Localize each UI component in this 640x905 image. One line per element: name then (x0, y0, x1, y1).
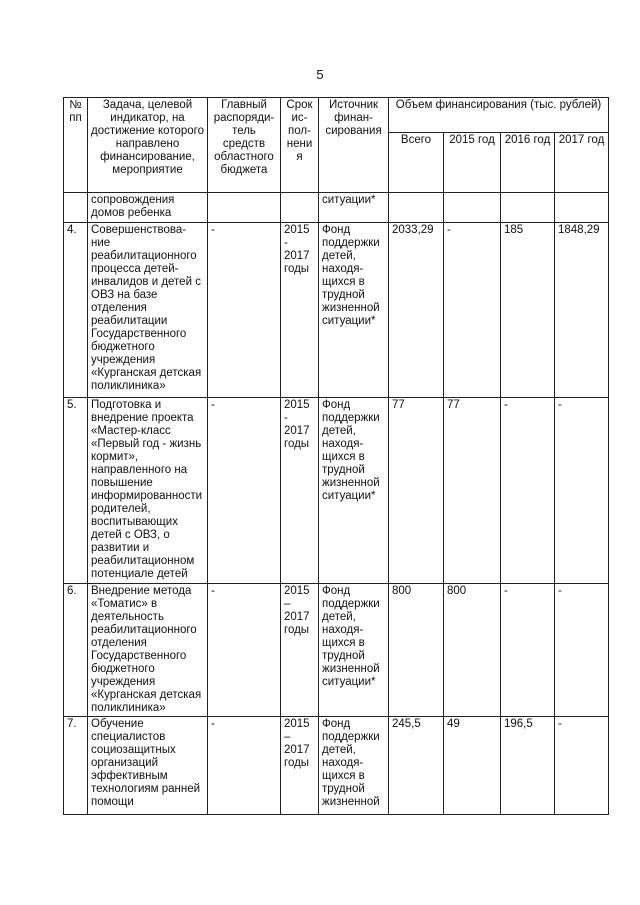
cell-total: 245,5 (389, 717, 444, 815)
cell-term: 2015 – 2017 годы (281, 717, 319, 815)
cell-2015: 77 (444, 398, 501, 584)
cell-2015 (444, 193, 501, 223)
header-2015: 2015 год (444, 133, 501, 193)
cell-2016: - (501, 398, 555, 584)
table-row (64, 584, 609, 717)
cell-no: 7. (64, 717, 88, 815)
cell-source: Фонд поддержки детей, находя-щихся в трудной жизненной ситуации* (319, 584, 389, 717)
header-source: Источник финан-сирования (319, 98, 389, 193)
table-row (64, 398, 609, 584)
cell-2016: 185 (501, 223, 555, 398)
cell-2017: - (555, 717, 609, 815)
cell-manager: - (208, 584, 281, 717)
cell-total: 800 (389, 584, 444, 717)
cell-2016: - (501, 584, 555, 717)
cell-2017: 1848,29 (555, 223, 609, 398)
cell-source: ситуации* (319, 193, 389, 223)
table-row (64, 717, 609, 815)
cell-no: 6. (64, 584, 88, 717)
cell-term: 2015 - 2017 годы (281, 398, 319, 584)
cell-total (389, 193, 444, 223)
header-term: Срок ис-пол-нения (281, 98, 319, 193)
header-total: Всего (389, 133, 444, 193)
cell-term: 2015 - 2017 годы (281, 223, 319, 398)
table-row (64, 223, 609, 398)
page-number: 5 (316, 67, 324, 82)
cell-source: Фонд поддержки детей, находя-щихся в трудной жизненной ситуации* (319, 398, 389, 584)
cell-manager: - (208, 717, 281, 815)
cell-2017 (555, 193, 609, 223)
cell-term (281, 193, 319, 223)
header-manager: Главный распоряди-тель средств областного бюджета (208, 98, 281, 193)
cell-2016: 196,5 (501, 717, 555, 815)
cell-no: 4. (64, 223, 88, 398)
header-volume: Объем финансирования (тыс. рублей) (389, 98, 609, 133)
cell-manager (208, 193, 281, 223)
cell-2017: - (555, 584, 609, 717)
cell-manager: - (208, 223, 281, 398)
cell-2015: 49 (444, 717, 501, 815)
cell-source: Фонд поддержки детей, находя-щихся в трудной жизненной ситуации* (319, 223, 389, 398)
cell-no: 5. (64, 398, 88, 584)
cell-2016 (501, 193, 555, 223)
cell-task: Совершенствова-ние реабилитационного процесса детей-инвалидов и детей с ОВЗ на базе отделения реабилитации Государственного бюджетного учреждения «Курганская детская поликлиника» (88, 223, 208, 398)
cell-task: Внедрение метода «Томатис» в деятельность реабилитационного отделения Государственного бюджетного учреждения «Курганская детская поликлиника» (88, 584, 208, 717)
header-row (64, 98, 609, 133)
cell-no (64, 193, 88, 223)
table-row (64, 193, 609, 223)
header-no: № пп (64, 98, 88, 193)
cell-task: Подготовка и внедрение проекта «Мастер-класс «Первый год - жизнь кормит», направленного на повышение информированности родителей, воспитывающих детей с ОВЗ, о развитии и реабилитационном потенциале детей (88, 398, 208, 584)
header-task: Задача, целевой индикатор, на достижение которого направлено финансирование, мероприятие (88, 98, 208, 193)
cell-2015: - (444, 223, 501, 398)
cell-term: 2015 – 2017 годы (281, 584, 319, 717)
cell-2017: - (555, 398, 609, 584)
cell-task: Обучение специалистов социозащитных организаций эффективным технологиям ранней помощи (88, 717, 208, 815)
cell-total: 2033,29 (389, 223, 444, 398)
cell-2015: 800 (444, 584, 501, 717)
header-2017: 2017 год (555, 133, 609, 193)
cell-task: сопровождения домов ребенка (88, 193, 208, 223)
cell-source: Фонд поддержки детей, находя-щихся в трудной жизненной (319, 717, 389, 815)
cell-total: 77 (389, 398, 444, 584)
header-2016: 2016 год (501, 133, 555, 193)
financing-table (63, 97, 609, 815)
cell-manager: - (208, 398, 281, 584)
